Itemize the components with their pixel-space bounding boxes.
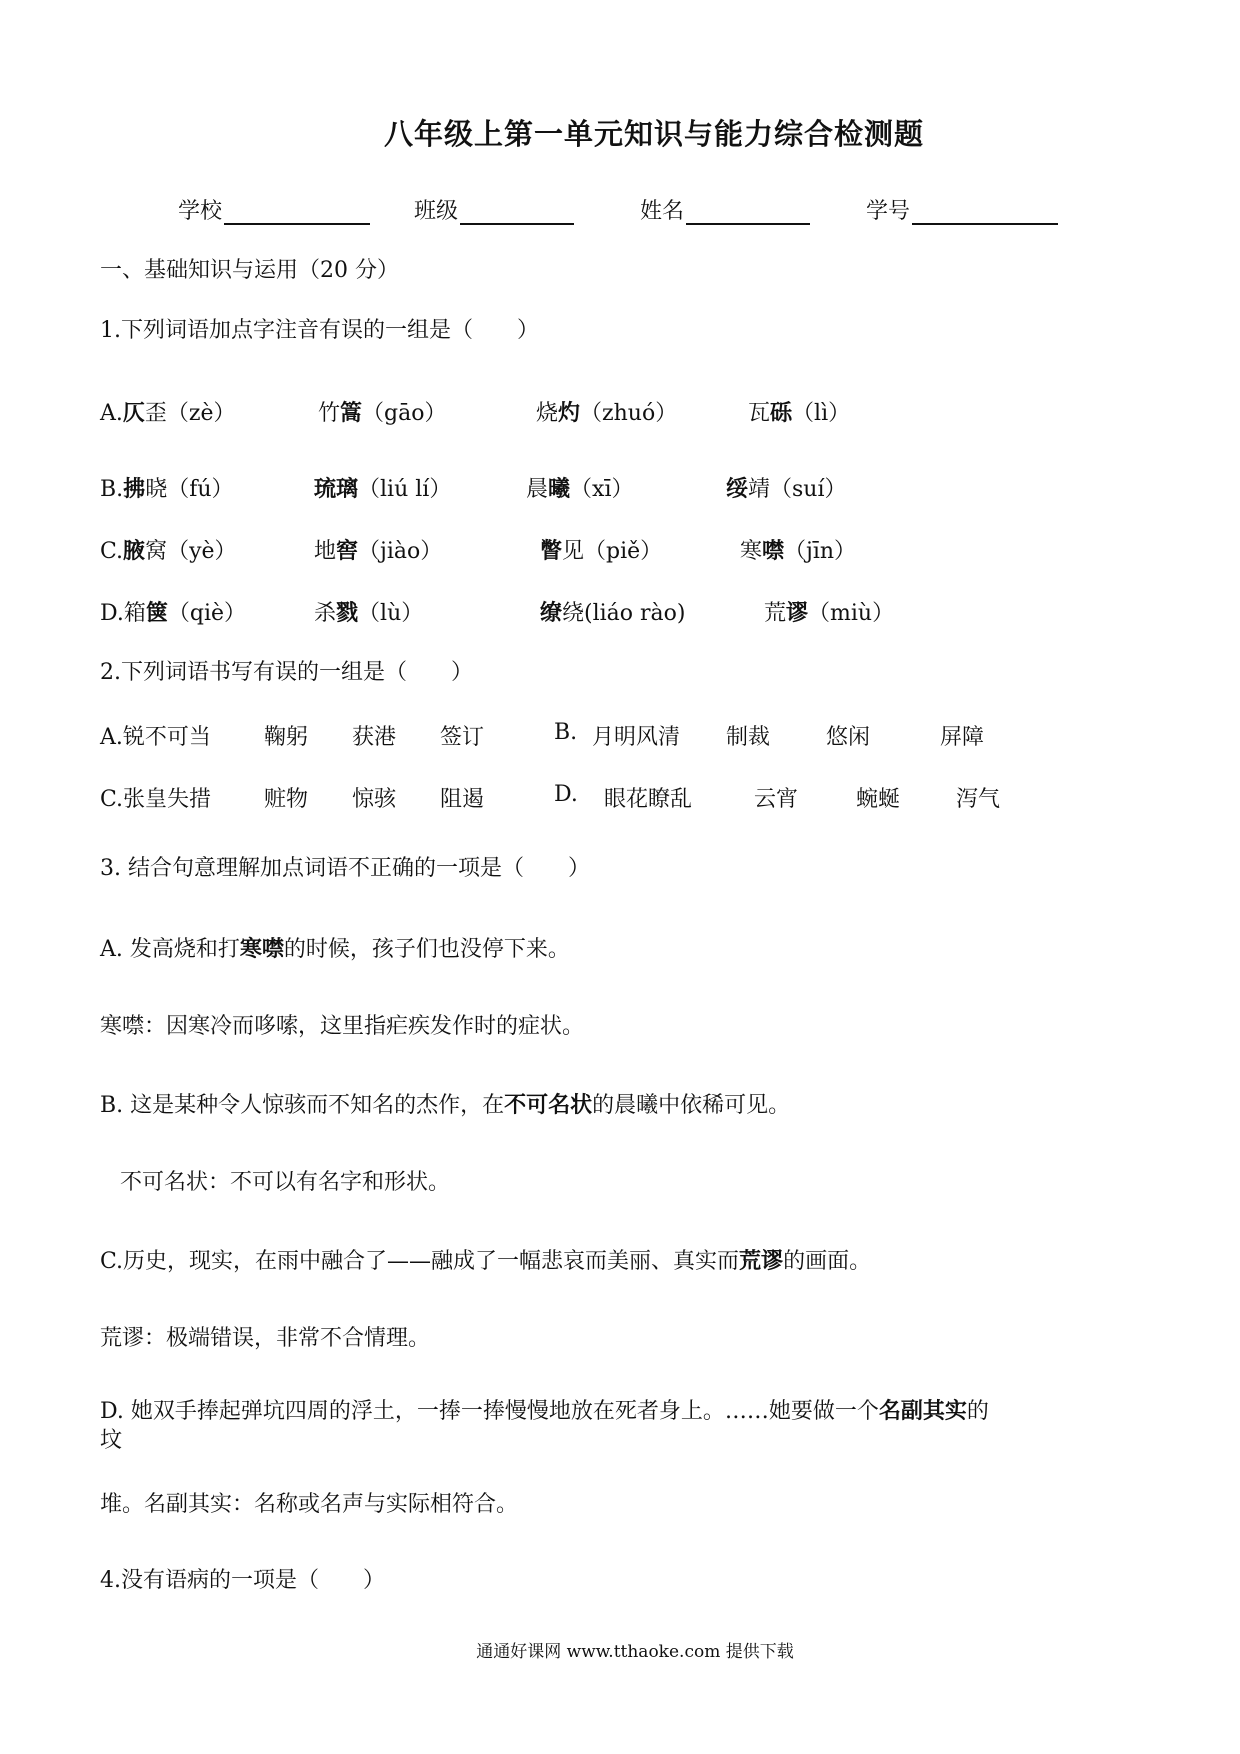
q2-word: 鞠躬: [264, 725, 309, 750]
name-blank: [686, 197, 810, 225]
student-id-label: 学号: [866, 199, 911, 224]
q2-word: 月明风清: [592, 725, 681, 750]
q2-word: C.张皇失措: [100, 787, 212, 812]
q1-option-c3: 瞥见（piě）: [540, 538, 663, 564]
q1-option-d3: 缭绕(liáo rào): [540, 600, 686, 626]
q2-word: B.: [554, 720, 578, 745]
q2-word: 屏障: [940, 725, 985, 750]
q3-option-d: D. 她双手捧起弹坑四周的浮土，一捧一捧慢慢地放在死者身上。……她要做一个名副其实的: [100, 1398, 989, 1424]
q2-word: 云宵: [754, 787, 799, 812]
q1-option-a3: 烧灼（zhuó）: [536, 400, 678, 426]
q2-word: D.: [554, 782, 578, 807]
name-label: 姓名: [640, 199, 685, 224]
q2-word: 眼花瞭乱: [604, 787, 693, 812]
q3-option-c: C.历史，现实，在雨中融合了——融成了一幅悲哀而美丽、真实而荒谬的画面。: [100, 1248, 872, 1274]
name-field: [640, 194, 810, 225]
class-blank: [460, 197, 574, 225]
q1-option-b4: 绥靖（suí）: [726, 476, 847, 502]
q3-option-a-explanation: 寒噤：因寒冷而哆嗦，这里指疟疾发作时的症状。: [100, 1014, 585, 1039]
q3-option-b: B. 这是某种令人惊骇而不知名的杰作，在不可名状的晨曦中依稀可见。: [100, 1092, 791, 1118]
q3-option-c-explanation: 荒谬：极端错误，非常不合情理。: [100, 1326, 431, 1351]
q1-option-a1: A.仄歪（zè）: [100, 400, 236, 426]
q2-word: 阻遏: [440, 787, 485, 812]
class-field: [414, 194, 574, 225]
q1-option-c2: 地窖（jiào）: [314, 538, 443, 564]
q2-stem: 2.下列词语书写有误的一组是（ ）: [100, 660, 473, 685]
q1-option-d4: 荒谬（miù）: [764, 600, 895, 626]
school-blank: [224, 197, 370, 225]
q1-option-a4: 瓦砾（lì）: [748, 400, 851, 426]
q1-option-c1: C.腋窝（yè）: [100, 538, 237, 564]
q1-option-b3: 晨曦（xī）: [526, 476, 634, 502]
q2-word: 制裁: [726, 725, 771, 750]
q1-option-d2: 杀戮（lù）: [314, 600, 424, 626]
q3-option-a: A. 发高烧和打寒噤的时候，孩子们也没停下来。: [100, 936, 570, 962]
page-title: 八年级上第一单元知识与能力综合检测题: [383, 117, 924, 151]
q2-word: 悠闲: [826, 725, 871, 750]
q1-option-b1: B.拂晓（fú）: [100, 476, 234, 502]
q1-option-c4: 寒噤（jīn）: [740, 538, 857, 564]
q1-option-a2: 竹篙（gāo）: [318, 400, 447, 426]
q2-word: 惊骇: [352, 787, 397, 812]
q2-word: 泻气: [956, 787, 1001, 812]
q3-stem: 3. 结合句意理解加点词语不正确的一项是（ ）: [100, 856, 590, 881]
student-id-field: [866, 194, 1058, 225]
q1-stem: 1.下列词语加点字注音有误的一组是（ ）: [100, 318, 539, 343]
q3-option-b-explanation: 不可名状：不可以有名字和形状。: [120, 1170, 451, 1195]
q1-option-b2: 琉璃（liú lí）: [314, 476, 452, 502]
school-label: 学校: [178, 199, 223, 224]
q3-option-d-line2: 坟: [100, 1428, 123, 1453]
student-id-blank: [912, 197, 1058, 225]
q1-option-d1: D.箱箧（qiè）: [100, 600, 247, 626]
school-field: [178, 194, 370, 225]
q3-option-d-explanation: 堆。名副其实：名称或名声与实际相符合。: [100, 1492, 519, 1517]
q2-word: 赃物: [264, 787, 309, 812]
section-heading: 一、基础知识与运用（20 分）: [100, 258, 399, 283]
q2-word: 获港: [352, 725, 397, 750]
q2-word: 蜿蜒: [856, 787, 901, 812]
footer-source: 通通好课网 www.tthaoke.com 提供下载: [476, 1642, 794, 1662]
class-label: 班级: [414, 199, 459, 224]
q2-word: A.锐不可当: [100, 725, 211, 750]
q4-stem: 4.没有语病的一项是（ ）: [100, 1568, 385, 1593]
q2-word: 签订: [440, 725, 485, 750]
